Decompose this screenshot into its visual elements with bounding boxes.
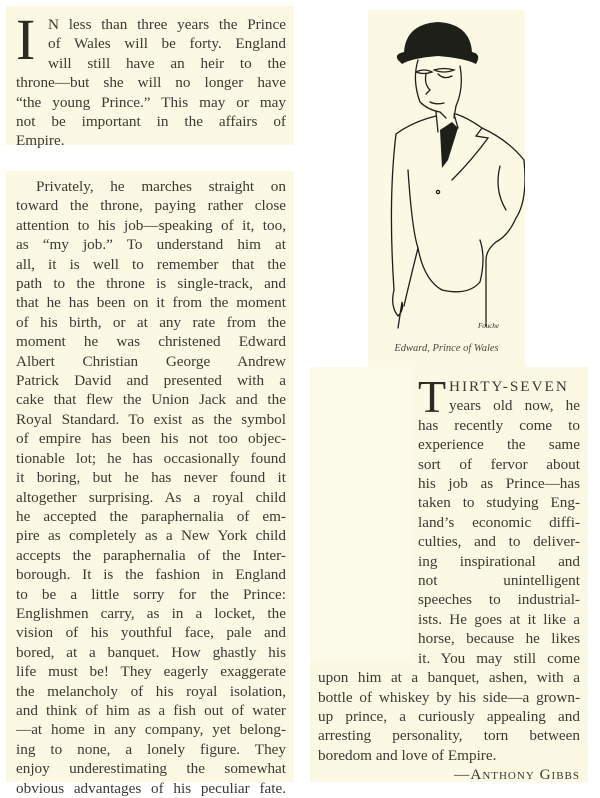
intro-panel — [6, 6, 294, 150]
text-line: horse, because he likes — [418, 630, 580, 648]
text-line: of Wales will be forty. England — [48, 35, 286, 53]
bowler-hat — [397, 22, 478, 64]
text-line: tionable lot; he has occasionally found — [16, 449, 286, 467]
text-line: ing inspirational and — [418, 552, 580, 570]
face-right — [454, 66, 461, 118]
text-line: land’s economic diffi- — [418, 513, 580, 531]
collar-left — [436, 112, 438, 132]
text-line: upon him at a banquet, ashen, with a — [318, 669, 580, 687]
illustration-panel — [368, 10, 525, 367]
eye-left — [416, 70, 432, 74]
text-line: of empire has been his not too objec- — [16, 430, 286, 448]
text-line: of his birth, or at any rate from the — [16, 313, 286, 331]
text-line: obvious advantages of his peculiar fate. — [16, 779, 286, 797]
text-line: Empire. — [16, 132, 65, 150]
nose — [426, 74, 431, 94]
text-line: Albert Christian George Andrew — [16, 352, 286, 370]
left-column-panel — [6, 171, 294, 797]
text-line: to be a little sorry for the Prince: — [16, 585, 286, 603]
jacket-button — [436, 190, 439, 193]
sleeve-right — [498, 166, 506, 210]
text-line: all, it is well to remember that the — [16, 255, 286, 273]
eyelid — [438, 74, 452, 78]
text-line: years old now, he — [449, 397, 580, 415]
eye-right — [434, 69, 454, 73]
text-line: altogether surprising. As a royal child — [16, 488, 286, 506]
text-line: pire as completely as a New York child — [16, 527, 286, 545]
illustration-caption: Edward, Prince of Wales — [394, 343, 499, 354]
text-line: bottle of whiskey by his side—a grown- — [318, 688, 580, 706]
hand-left — [393, 290, 403, 328]
text-line: will still have an heir to the — [48, 54, 286, 72]
text-line: toward the throne, paying rather close — [16, 197, 286, 215]
intro-text — [16, 7, 286, 151]
text-line: —at home in any company, yet belong- — [16, 721, 286, 739]
text-line: up prince, a curiously appealing and — [318, 707, 580, 725]
text-line: that he has been on it from the moment — [16, 294, 286, 312]
text-line: ing to none, a lonely figure. They — [16, 740, 286, 758]
text-line: cake that flew the Union Jack and the — [16, 391, 286, 409]
left-column-text — [16, 177, 286, 798]
text-line: he accepted the paraphernalia of em- — [16, 507, 286, 525]
text-line: bored, at a banquet. How ghastly his — [16, 643, 286, 661]
arm-left — [404, 170, 418, 306]
text-line: it. You may still come — [418, 649, 580, 667]
drop-cap-i: I — [16, 7, 36, 72]
text-line: path to the throne is single-track, and — [16, 275, 286, 293]
text-line: ists. He goes at it like a — [418, 610, 580, 628]
right-column-text — [310, 371, 588, 785]
text-line: speeches to industrial- — [418, 591, 580, 609]
text-line: as “my job.” To understand him at — [16, 236, 286, 254]
text-line: N less than three years the Prince — [48, 16, 286, 33]
text-line: arresting personality, torn between — [318, 727, 580, 745]
text-line: moment he was christened Edward — [16, 333, 286, 351]
jacket-front — [418, 240, 483, 292]
heading-smallcaps: HIRTY-SEVEN — [449, 378, 569, 395]
shoulder-right — [482, 128, 525, 260]
text-line: Royal Standard. To exist as the symbol — [16, 410, 286, 428]
text-line: not be important in the affairs of — [16, 113, 286, 131]
text-line: “the young Prince.” This may or may — [16, 93, 286, 111]
text-line: throne—but she will no longer have — [16, 74, 286, 92]
signature-line — [318, 765, 580, 784]
text-line: Privately, he marches straight on — [36, 178, 286, 195]
right-column-lower-text — [318, 668, 580, 765]
text-line: vision of his youthful face, pale and — [16, 624, 286, 642]
text-line: culties, and to deliver- — [418, 533, 580, 551]
mouth — [430, 102, 444, 104]
text-line: Patrick David and presented with a — [16, 372, 286, 390]
prince-caricature — [368, 10, 525, 340]
text-line: life must be! They eagerly exaggerate — [16, 663, 286, 681]
text-line: has recently come to — [418, 416, 580, 434]
text-line: and think of him as a fish out of water — [16, 701, 286, 719]
text-line: attention to his job—speaking of it, too, — [16, 216, 286, 234]
necktie — [440, 122, 458, 168]
text-line: enjoy underestimating the somewhat — [16, 760, 286, 778]
text-line: it boring, but he has never found it — [16, 469, 286, 487]
text-line: boredom and love of Empire. — [318, 746, 497, 764]
text-line: borough. It is the fashion in England — [16, 566, 286, 584]
author-signature: —Anthony Gibbs — [454, 766, 580, 784]
text-line: sort of fervor about — [418, 455, 580, 473]
text-line: taken to studying Eng- — [418, 494, 580, 512]
text-line: not unintelligent — [418, 572, 580, 590]
text-line: the melancholy of his royal isolation, — [16, 682, 286, 700]
text-line: his job as Prince—has — [418, 475, 580, 493]
text-line: experience the same — [418, 436, 580, 454]
text-line: Englishmen carry, as in a locket, the — [16, 604, 286, 622]
artist-signature: Fouche — [478, 322, 499, 330]
text-line: accepts the paraphernalia of the Inter- — [16, 546, 286, 564]
drop-cap-t: T — [418, 371, 447, 422]
